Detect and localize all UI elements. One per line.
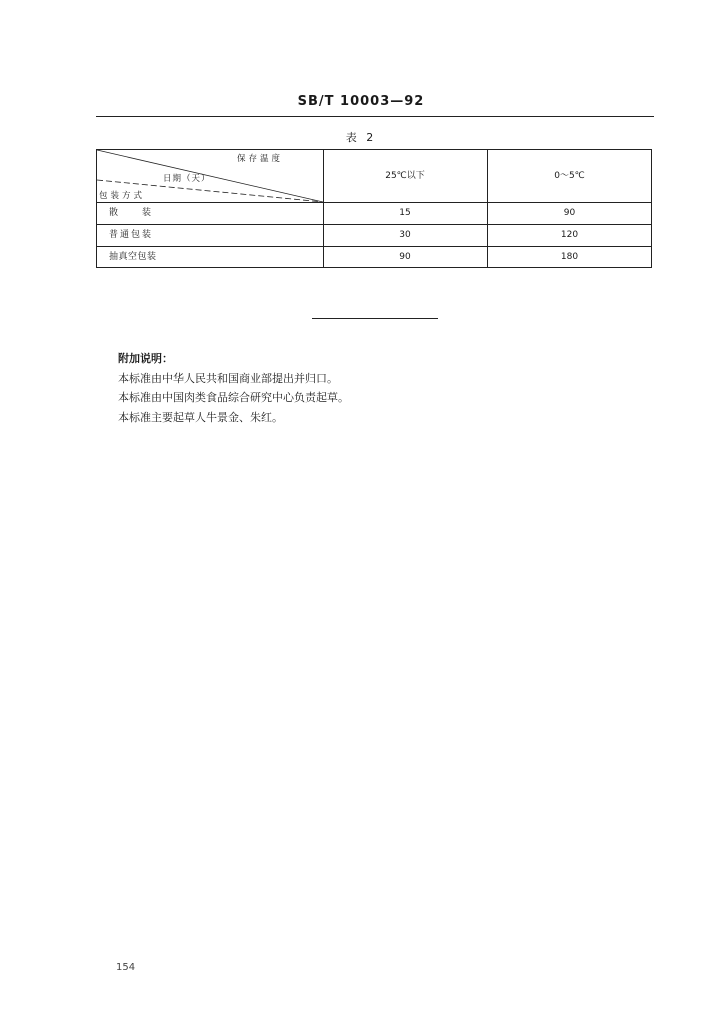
table-caption: 表 2 (345, 131, 377, 144)
diag-label-packaging: 包装方式 (99, 191, 146, 201)
table-cell: 180 (560, 252, 579, 262)
standard-code: SB/T 10003—92 (297, 94, 425, 109)
table-cell: 15 (399, 208, 411, 218)
table-cell: 120 (560, 230, 579, 240)
row-label-normal: 普通包装 (109, 230, 154, 240)
diag-label-temperature: 保存温度 (237, 154, 284, 164)
table-cell: 90 (563, 208, 576, 218)
notes-line: 本标准由中华人民共和国商业部提出并归口。 (118, 371, 338, 385)
notes-title: 附加说明： (118, 352, 173, 365)
notes-line: 本标准主要起草人牛景金、朱红。 (118, 410, 283, 424)
column-header-25c: 25℃以下 (385, 171, 425, 181)
table-cell: 30 (399, 230, 411, 240)
row-label-bulk: 散 装 (109, 208, 154, 218)
diag-label-days: 日期（天） (163, 174, 211, 184)
additional-notes (118, 349, 349, 427)
notes-line: 本标准由中国肉类食品综合研究中心负责起草。 (118, 391, 349, 404)
table-cell: 90 (399, 252, 411, 262)
row-label-vacuum: 抽真空包装 (109, 252, 157, 262)
page-number: 154 (116, 962, 136, 973)
section-divider (312, 318, 438, 319)
header-rule (96, 116, 654, 117)
column-header-0-5c: 0～5℃ (554, 171, 585, 181)
row-divider-2 (97, 246, 651, 247)
storage-table (96, 149, 652, 268)
row-divider-1 (97, 224, 651, 225)
